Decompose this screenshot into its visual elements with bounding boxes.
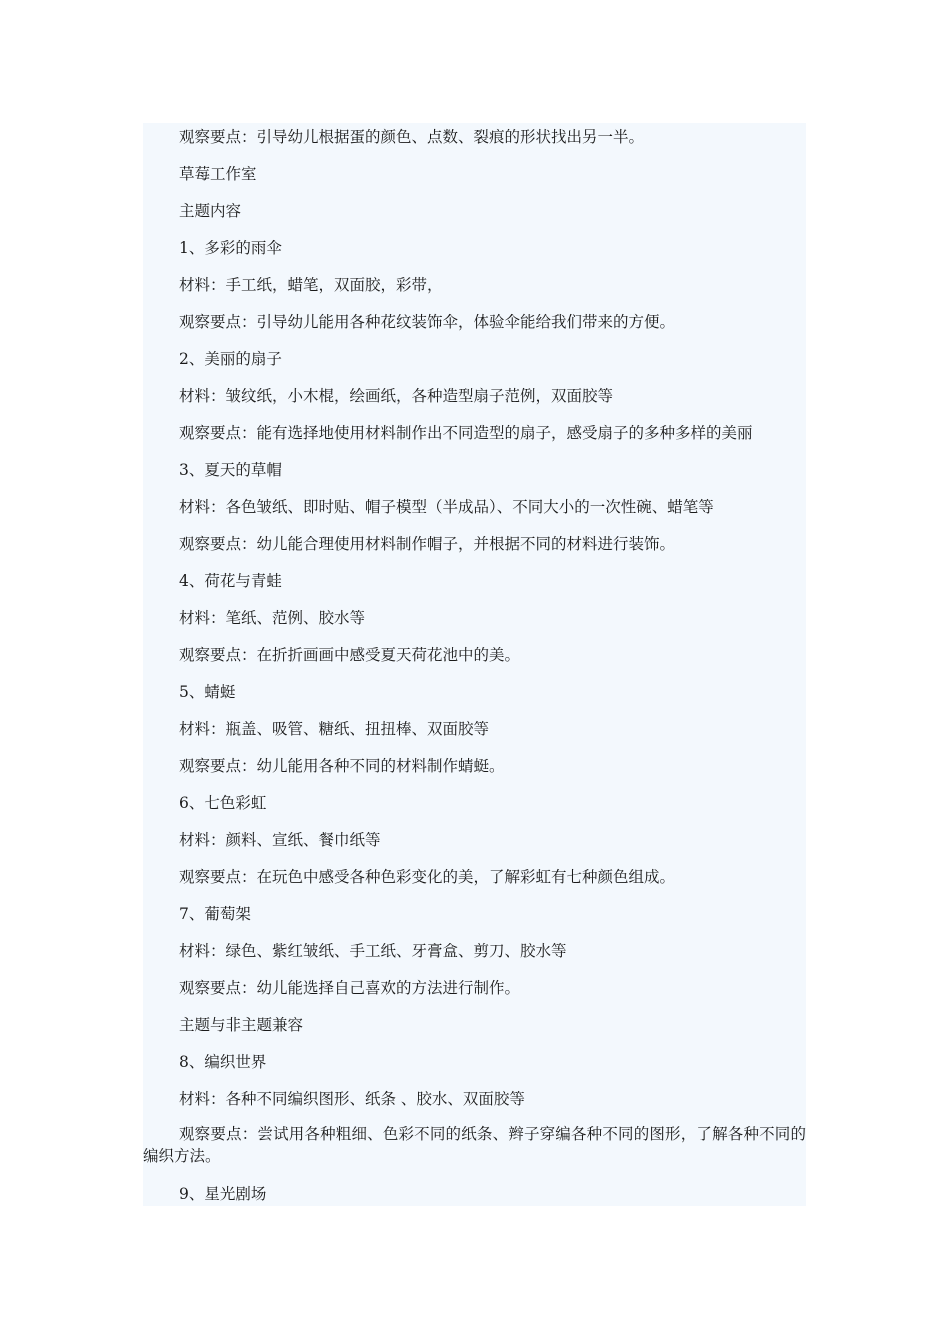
- text-line: 观察要点：引导幼儿能用各种花纹装饰伞，体验伞能给我们带来的方便。: [179, 313, 676, 331]
- text-line: 观察要点：能有选择地使用材料制作出不同造型的扇子，感受扇子的多种多样的美丽: [179, 424, 753, 442]
- text-line: 材料：皱纹纸，小木棍，绘画纸，各种造型扇子范例，双面胶等: [179, 387, 614, 405]
- document-body: [143, 123, 806, 1206]
- text-line: 观察要点：幼儿能合理使用材料制作帽子，并根据不同的材料进行装饰。: [179, 535, 676, 553]
- item-heading: 8、编织世界: [179, 1053, 267, 1071]
- text-line: 材料：笔纸、范例、胶水等: [179, 609, 366, 627]
- text-line: 材料：颜料、宣纸、餐巾纸等: [179, 831, 381, 849]
- item-heading: 1、多彩的雨伞: [179, 239, 282, 257]
- text-line: 观察要点：幼儿能选择自己喜欢的方法进行制作。: [179, 979, 521, 997]
- item-heading: 5、蜻蜓: [179, 683, 236, 701]
- text-line: 观察要点：在玩色中感受各种色彩变化的美，了解彩虹有七种颜色组成。: [179, 868, 676, 886]
- text-line: 材料：手工纸，蜡笔，双面胶，彩带，: [179, 276, 443, 294]
- text-line: 材料：各种不同编织图形、纸条 、胶水、双面胶等: [179, 1090, 525, 1108]
- item-heading: 4、荷花与青蛙: [179, 572, 282, 590]
- text-line: 材料：瓶盖、吸管、糖纸、扭扭棒、双面胶等: [179, 720, 490, 738]
- section-heading: 草莓工作室: [179, 165, 257, 183]
- section-heading: 主题内容: [179, 202, 242, 220]
- wrapped-paragraph: 观察要点：尝试用各种粗细、色彩不同的纸条、辫子穿编各种不同的图形，了解各种不同的编织方法。: [143, 1125, 806, 1165]
- item-heading: 9、星光剧场: [179, 1185, 267, 1203]
- item-heading: 3、夏天的草帽: [179, 461, 282, 479]
- item-heading: 7、葡萄架: [179, 905, 251, 923]
- item-heading: 6、七色彩虹: [179, 794, 267, 812]
- text-line: 观察要点：引导幼儿根据蛋的颜色、点数、裂痕的形状找出另一半。: [179, 128, 645, 146]
- section-heading: 主题与非主题兼容: [179, 1016, 304, 1034]
- text-line: 观察要点：幼儿能用各种不同的材料制作蜻蜓。: [179, 757, 505, 775]
- text-line: 观察要点：在折折画画中感受夏天荷花池中的美。: [179, 646, 521, 664]
- text-line: 材料：绿色、紫红皱纸、手工纸、牙膏盒、剪刀、胶水等: [179, 942, 567, 960]
- text-line: 材料：各色皱纸、即时贴、帽子模型（半成品）、不同大小的一次性碗、蜡笔等: [179, 498, 714, 516]
- item-heading: 2、美丽的扇子: [179, 350, 282, 368]
